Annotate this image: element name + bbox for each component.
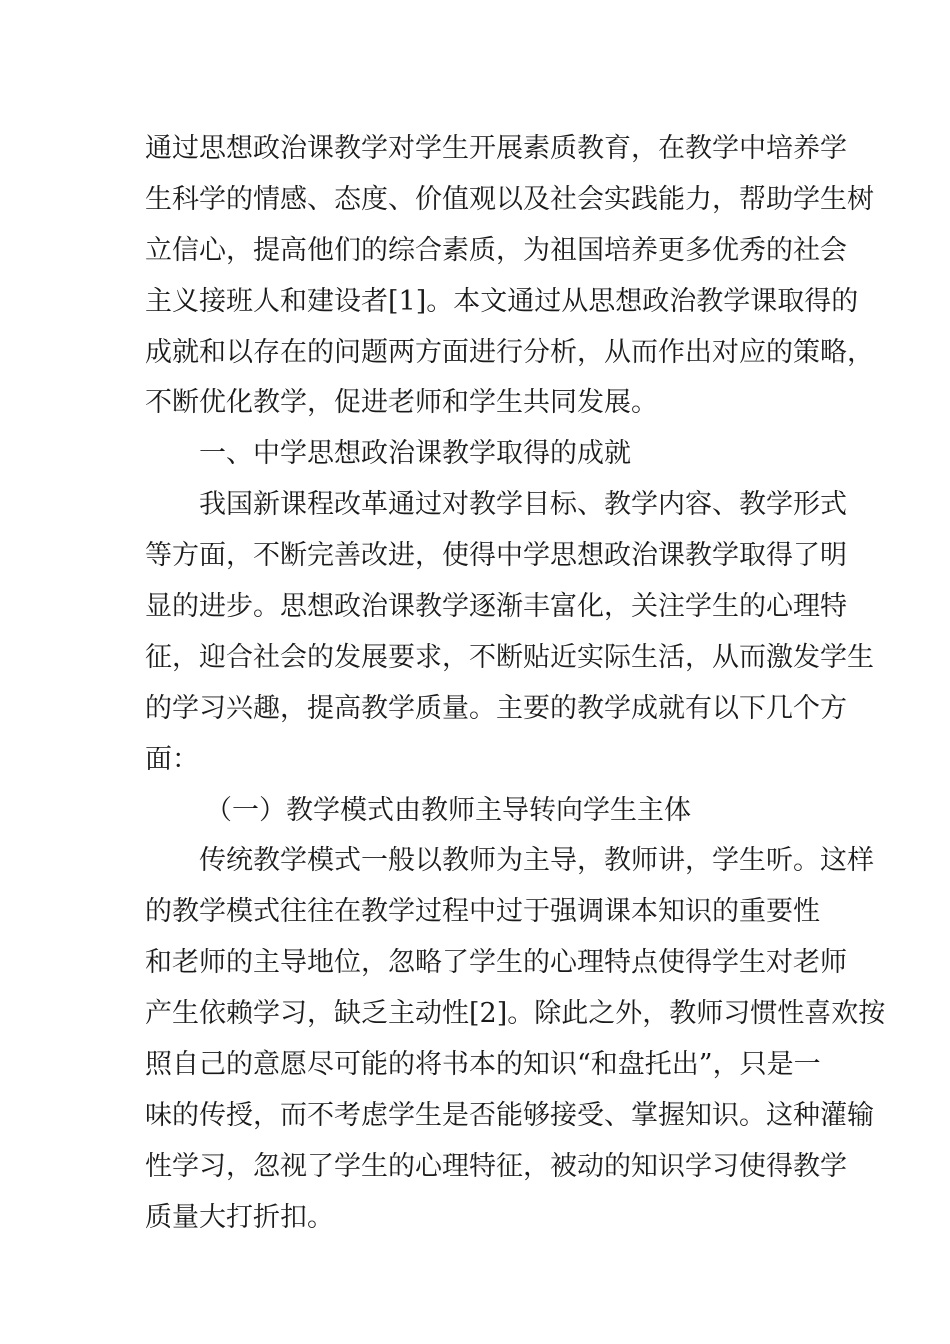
paragraph-line: 和老师的主导地位，忽略了学生的心理特点使得学生对老师 (145, 947, 847, 979)
paragraph-line: 面： (145, 743, 199, 775)
paragraph-line: 等方面，不断完善改进，使得中学思想政治课教学取得了明 (145, 540, 847, 572)
section-heading: 一、中学思想政治课教学取得的成就 (199, 438, 631, 470)
subsection-heading: （一）教学模式由教师主导转向学生主体 (205, 794, 691, 826)
paragraph-line: 质量大打折扣。 (145, 1201, 334, 1233)
paragraph-line: 征，迎合社会的发展要求，不断贴近实际生活，从而激发学生 (145, 641, 874, 673)
paragraph-line: 我国新课程改革通过对教学目标、教学内容、教学形式 (199, 489, 847, 521)
paragraph-line: 传统教学模式一般以教师为主导，教师讲，学生听。这样 (199, 845, 874, 877)
paragraph-line: 的教学模式往往在教学过程中过于强调课本知识的重要性 (145, 896, 820, 928)
paragraph-line: 的学习兴趣，提高教学质量。主要的教学成就有以下几个方 (145, 692, 847, 724)
paragraph-line: 通过思想政治课教学对学生开展素质教育，在教学中培养学 (145, 133, 847, 164)
paragraph-line: 性学习，忽视了学生的心理特征，被动的知识学习使得教学 (145, 1150, 847, 1182)
paragraph-line: 立信心，提高他们的综合素质，为祖国培养更多优秀的社会 (145, 234, 847, 266)
document-body (145, 124, 886, 1244)
paragraph-line: 生科学的情感、态度、价值观以及社会实践能力，帮助学生树 (145, 183, 874, 215)
paragraph-line: 显的进步。思想政治课教学逐渐丰富化，关注学生的心理特 (145, 591, 847, 623)
paragraph-line: 味的传授，而不考虑学生是否能够接受、掌握知识。这种灌输 (145, 1099, 874, 1131)
paragraph-line: 照自己的意愿尽可能的将书本的知识“和盘托出”，只是一 (145, 1049, 821, 1081)
paragraph-line: 主义接班人和建设者[1]。本文通过从思想政治教学课取得的 (145, 285, 859, 317)
paragraph-line: 产生依赖学习，缺乏主动性[2]。除此之外，教师习惯性喜欢按 (145, 998, 886, 1030)
paragraph-line: 成就和以存在的问题两方面进行分析，从而作出对应的策略， (145, 336, 874, 368)
paragraph-line: 不断优化教学，促进老师和学生共同发展。 (145, 387, 658, 419)
